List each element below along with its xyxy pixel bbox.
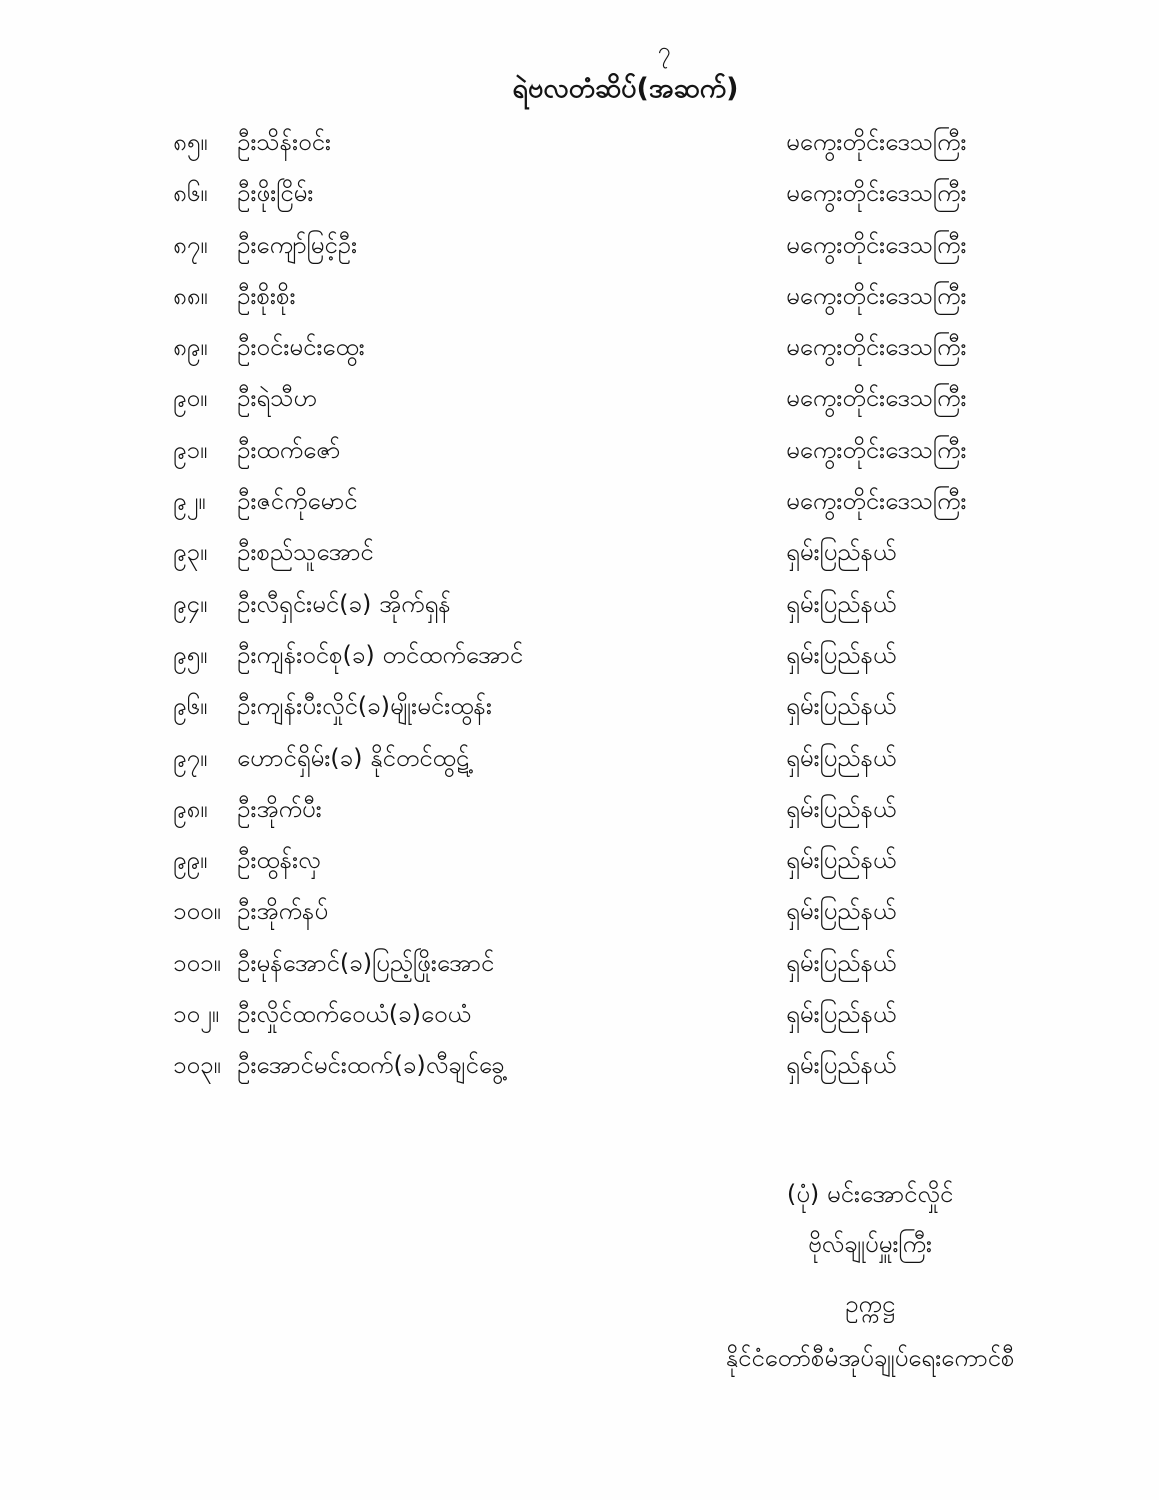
recipient-list: [173, 126, 1119, 1101]
row-region: ရှမ်းပြည်နယ်: [786, 846, 897, 875]
signatory-rank: ဗိုလ်ချုပ်မှူးကြီး: [807, 1230, 933, 1258]
row-name: ဦးလီရှင်းမင်(ခ) အိုက်ရှန်: [237, 589, 451, 618]
row-number: ၉၀။: [173, 384, 208, 413]
row-number: ၉၃။: [173, 538, 208, 567]
row-name: ဦးစိုးစိုး: [237, 281, 296, 310]
row-name: ဦးဇင်ကိုမောင်: [237, 487, 358, 516]
list-item: [173, 280, 1119, 331]
row-region: မကွေးတိုင်းဒေသကြီး: [786, 281, 967, 310]
row-region: ရှမ်းပြည်နယ်: [786, 589, 897, 618]
row-name: ဦးသိန်းဝင်း: [237, 128, 332, 156]
row-number: ၁၀၀။: [173, 897, 221, 926]
row-number: ၈၇။: [173, 230, 208, 259]
list-item: [173, 588, 1119, 639]
document-title: ရဲဗလတံဆိပ်(အဆက်): [512, 73, 739, 104]
row-name: ဦးအိုက်နပ်: [237, 897, 329, 926]
list-item: [173, 742, 1119, 793]
list-item: [173, 177, 1119, 228]
row-number: ၈၈။: [173, 281, 208, 310]
list-item: [173, 434, 1119, 485]
row-name: ဦးထွန်းလှ: [237, 846, 321, 875]
list-item: [173, 793, 1119, 844]
signatory-name: (ပုံ) မင်းအောင်လှိုင်: [786, 1180, 954, 1208]
row-region: ရှမ်းပြည်နယ်: [786, 794, 897, 823]
row-number: ၈၆။: [173, 179, 208, 208]
row-number: ၉၅။: [173, 640, 208, 669]
list-item: [173, 1049, 1119, 1100]
row-name: ဦးစည်သူအောင်: [237, 538, 374, 567]
row-number: ၉၆။: [173, 692, 208, 721]
list-item: [173, 895, 1119, 946]
list-item: [173, 126, 1119, 177]
list-item: [173, 331, 1119, 382]
row-region: ရှမ်းပြည်နယ်: [786, 743, 897, 772]
row-name: ဦးကျန်းပီးလှိုင်(ခ)မျိုးမင်းထွန်း: [237, 692, 492, 721]
signature-block: [640, 1182, 1100, 1370]
row-region: မကွေးတိုင်းဒေသကြီး: [786, 230, 967, 259]
row-number: ၈၅။: [173, 128, 208, 156]
signatory-organization: နိုင်ငံတော်စီမံအုပ်ချုပ်ရေးကောင်စီ: [725, 1344, 1015, 1372]
row-name: ဦးအိုက်ပီး: [237, 794, 322, 823]
row-number: ၉၉။: [173, 846, 208, 875]
row-name: ဦးကျန်းဝင်စု(ခ) တင်ထက်အောင်: [237, 640, 524, 669]
row-name: ဦးမုန်အောင်(ခ)ပြည့်ဖြိုးအောင်: [237, 948, 495, 977]
list-item: [173, 229, 1119, 280]
row-number: ၁၀၂။: [173, 1000, 220, 1029]
list-item: [173, 690, 1119, 741]
row-name: ဦးဝင်းမင်းထွေး: [237, 333, 365, 362]
row-number: ၉၇။: [173, 743, 208, 772]
row-name: ဟောင်ရှိမ်း(ခ) နိုင်တင်ထွဋ့်: [237, 743, 470, 772]
row-number: ၉၄။: [173, 589, 208, 618]
row-region: မကွေးတိုင်းဒေသကြီး: [786, 435, 967, 464]
list-item: [173, 382, 1119, 433]
row-name: ဦးအောင်မင်းထက်(ခ)လီချင်ခွေ့: [237, 1051, 505, 1080]
row-number: ၁၀၁။: [173, 948, 221, 977]
row-name: ဦးကျော်မြင့်ဦး: [237, 230, 358, 259]
row-region: မကွေးတိုင်းဒေသကြီး: [786, 333, 967, 362]
list-item: [173, 536, 1119, 587]
row-number: ၈၉။: [173, 333, 208, 362]
row-region: ရှမ်းပြည်နယ်: [786, 897, 897, 926]
signatory-title: ဥက္ကဋ္ဌ: [845, 1290, 895, 1318]
row-region: မကွေးတိုင်းဒေသကြီး: [786, 384, 967, 413]
row-number: ၁၀၃။: [173, 1051, 221, 1080]
row-number: ၉၁။: [173, 435, 208, 464]
page-number: ၇: [658, 38, 671, 64]
list-item: [173, 947, 1119, 998]
row-number: ၉၈။: [173, 794, 208, 823]
row-region: မကွေးတိုင်းဒေသကြီး: [786, 487, 967, 516]
list-item: [173, 639, 1119, 690]
row-region: ရှမ်းပြည်နယ်: [786, 640, 897, 669]
row-region: ရှမ်းပြည်နယ်: [786, 538, 897, 567]
row-region: ရှမ်းပြည်နယ်: [786, 948, 897, 977]
row-region: ရှမ်းပြည်နယ်: [786, 1000, 897, 1029]
list-item: [173, 485, 1119, 536]
row-region: ရှမ်းပြည်နယ်: [786, 692, 897, 721]
list-item: [173, 844, 1119, 895]
row-name: ဦးဖိုးငြိမ်း: [237, 179, 314, 208]
row-name: ဦးလှိုင်ထက်ဝေယံ(ခ)ဝေယံ: [237, 1000, 471, 1029]
row-name: ဦးထက်ဇော်: [237, 435, 341, 464]
row-region: မကွေးတိုင်းဒေသကြီး: [786, 179, 967, 208]
row-region: မကွေးတိုင်းဒေသကြီး: [786, 128, 967, 156]
row-name: ဦးရဲသီဟ: [237, 384, 317, 413]
row-number: ၉၂။: [173, 487, 206, 516]
list-item: [173, 998, 1119, 1049]
row-region: ရှမ်းပြည်နယ်: [786, 1051, 897, 1080]
